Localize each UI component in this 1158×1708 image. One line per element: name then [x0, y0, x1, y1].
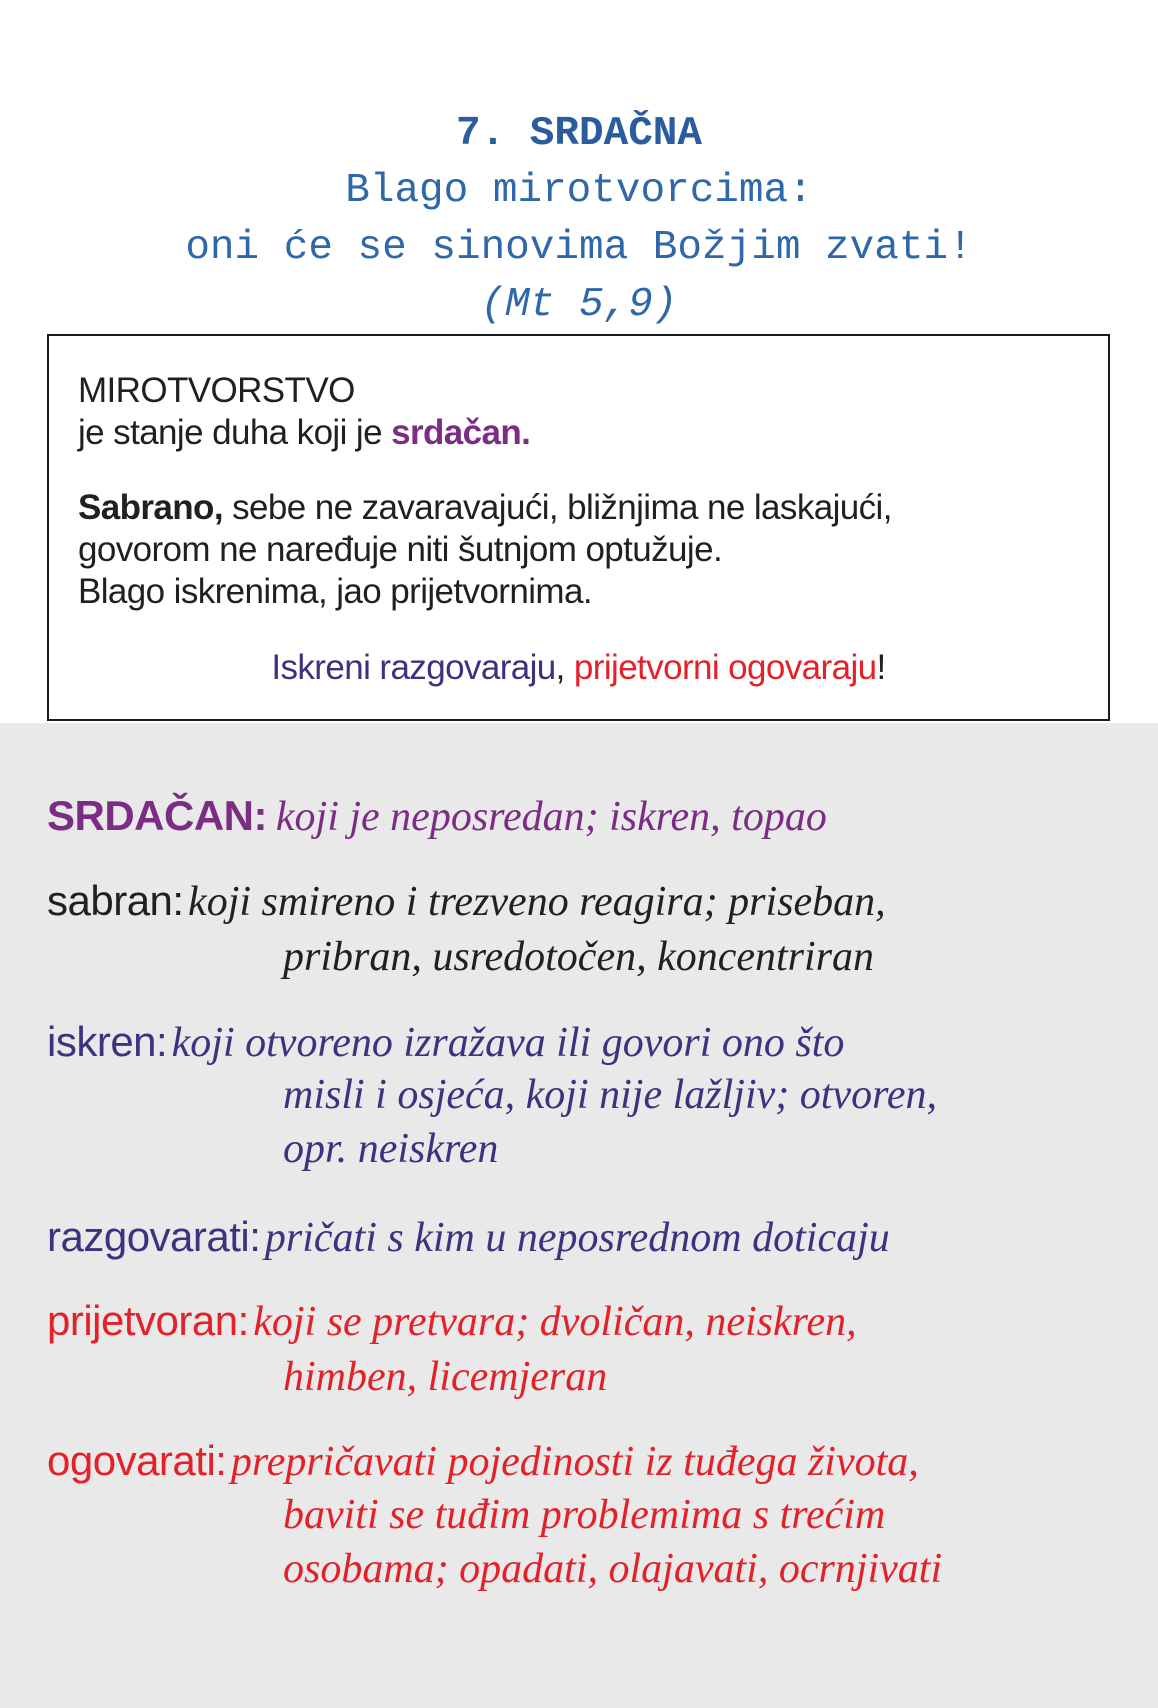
motto-end: !: [876, 648, 886, 687]
definition-continuation: misli i osjeća, koji nije lažljiv; otvoren,: [283, 1072, 937, 1118]
box-paragraph-line-2: govorom ne naređuje niti šutnjom optužuje.: [78, 530, 723, 569]
para-bold: Sabrano,: [78, 488, 223, 527]
definition-continuation: pribran, usredotočen, koncentriran: [283, 934, 875, 980]
state-prefix: je stanje duha koji je: [78, 413, 392, 452]
definition-text: prepričavati pojedinosti iz tuđega života,: [230, 1439, 919, 1485]
para-rest: sebe ne zavaravajući, bližnjima ne laskajući,: [222, 488, 892, 527]
state-highlight: srdačan.: [391, 413, 531, 452]
definition-continuation: osobama; opadati, olajavati, ocrnjivati: [283, 1546, 943, 1592]
definition-text: koji je neposredan; iskren, topao: [275, 794, 827, 840]
box-state-line: [78, 412, 530, 454]
definition-term: razgovarati:: [47, 1213, 261, 1260]
definition-srdacan: [47, 788, 827, 854]
definition-term: ogovarati:: [47, 1437, 227, 1484]
definition-razgovarati: [47, 1209, 890, 1275]
verse-reference: (Mt 5,9): [480, 282, 678, 328]
box-paragraph-line-3: Blago iskrenima, jao prijetvornima.: [78, 572, 592, 611]
page-title: 7. SRDAČNA: [455, 111, 703, 157]
definition-text: koji se pretvara; dvoličan, neiskren,: [253, 1299, 857, 1345]
motto-part-1: Iskreni razgovaraju: [271, 648, 556, 687]
box-paragraph-line-1: [78, 487, 892, 529]
definition-term: SRDAČAN:: [47, 792, 267, 839]
definition-text: koji otvoreno izražava ili govori ono što: [171, 1020, 845, 1066]
motto-comma: ,: [555, 648, 574, 687]
definition-continuation: baviti se tuđim problemima s trećim: [283, 1492, 886, 1538]
definition-continuation: himben, licemjeran: [283, 1354, 608, 1400]
verse-line-2: oni će se sinovima Božjim zvati!: [185, 225, 973, 271]
mirotvorstvo-box: [47, 334, 1110, 721]
box-motto: [49, 647, 1108, 689]
definition-continuation: opr. neiskren: [283, 1126, 499, 1172]
definition-term: iskren:: [47, 1018, 168, 1065]
verse-line-1: Blago mirotvorcima:: [345, 168, 813, 214]
definition-text: pričati s kim u neposrednom doticaju: [264, 1215, 890, 1261]
motto-part-2: prijetvorni ogovaraju: [573, 648, 877, 687]
definition-term: sabran:: [47, 877, 184, 924]
definition-text: koji smireno i trezveno reagira; priseban,: [188, 879, 886, 925]
definition-term: prijetvoran:: [47, 1297, 249, 1344]
box-heading: MIROTVORSTVO: [78, 371, 355, 410]
